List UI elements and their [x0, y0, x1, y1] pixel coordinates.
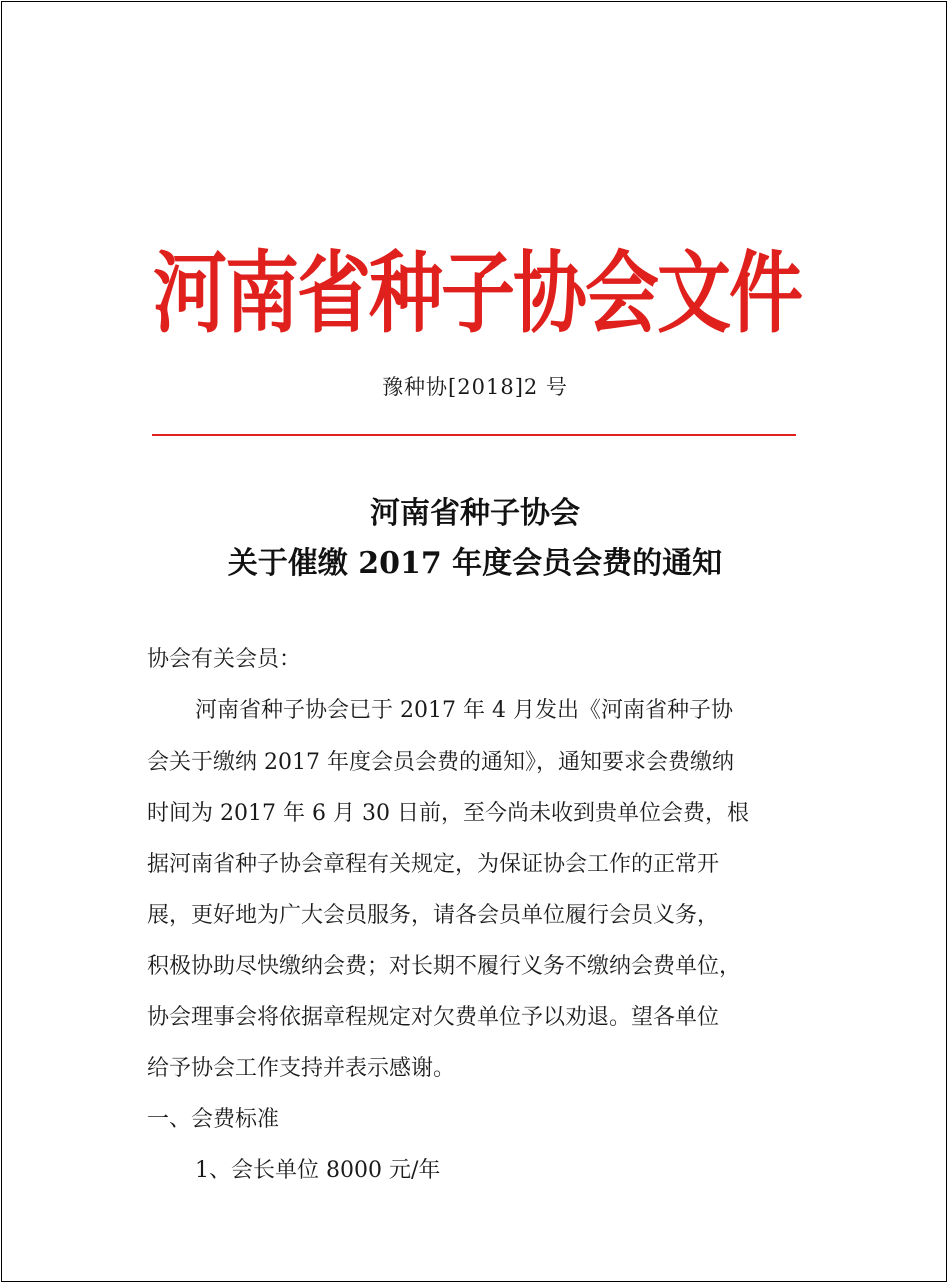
- body-line: 给予协会工作支持并表示感谢。: [147, 1056, 456, 1081]
- document-page: [1, 1, 947, 1282]
- body-line: 积极协助尽快缴纳会费；对长期不履行义务不缴纳会费单位，: [147, 954, 742, 979]
- body-line: 时间为 2017 年 6 月 30 日前，至今尚未收到贵单位会费，根: [147, 801, 749, 826]
- salutation: 协会有关会员：: [147, 647, 302, 672]
- notice-title-line-1: 河南省种子协会: [370, 496, 580, 531]
- body-line: 协会理事会将依据章程规定对欠费单位予以劝退。望各单位: [147, 1005, 720, 1030]
- notice-title-line-2: 关于催缴 2017 年度会员会费的通知: [227, 546, 723, 581]
- red-divider-line: [152, 434, 796, 436]
- body-line: 会关于缴纳 2017 年度会员会费的通知》，通知要求会费缴纳: [147, 750, 734, 775]
- body-line: 展，更好地为广大会员服务，请各会员单位履行会员义务，: [147, 903, 720, 928]
- body-line: 河南省种子协会已于 2017 年 4 月发出《河南省种子协: [195, 698, 733, 723]
- body-line: 据河南省种子协会章程有关规定，为保证协会工作的正常开: [147, 852, 720, 877]
- section-heading: 一、会费标准: [147, 1107, 280, 1132]
- masthead-title: 河南省种子协会文件: [153, 242, 801, 346]
- fee-item: 1、会长单位 8000 元/年: [195, 1158, 441, 1183]
- document-number: 豫种协[2018]2 号: [382, 375, 568, 399]
